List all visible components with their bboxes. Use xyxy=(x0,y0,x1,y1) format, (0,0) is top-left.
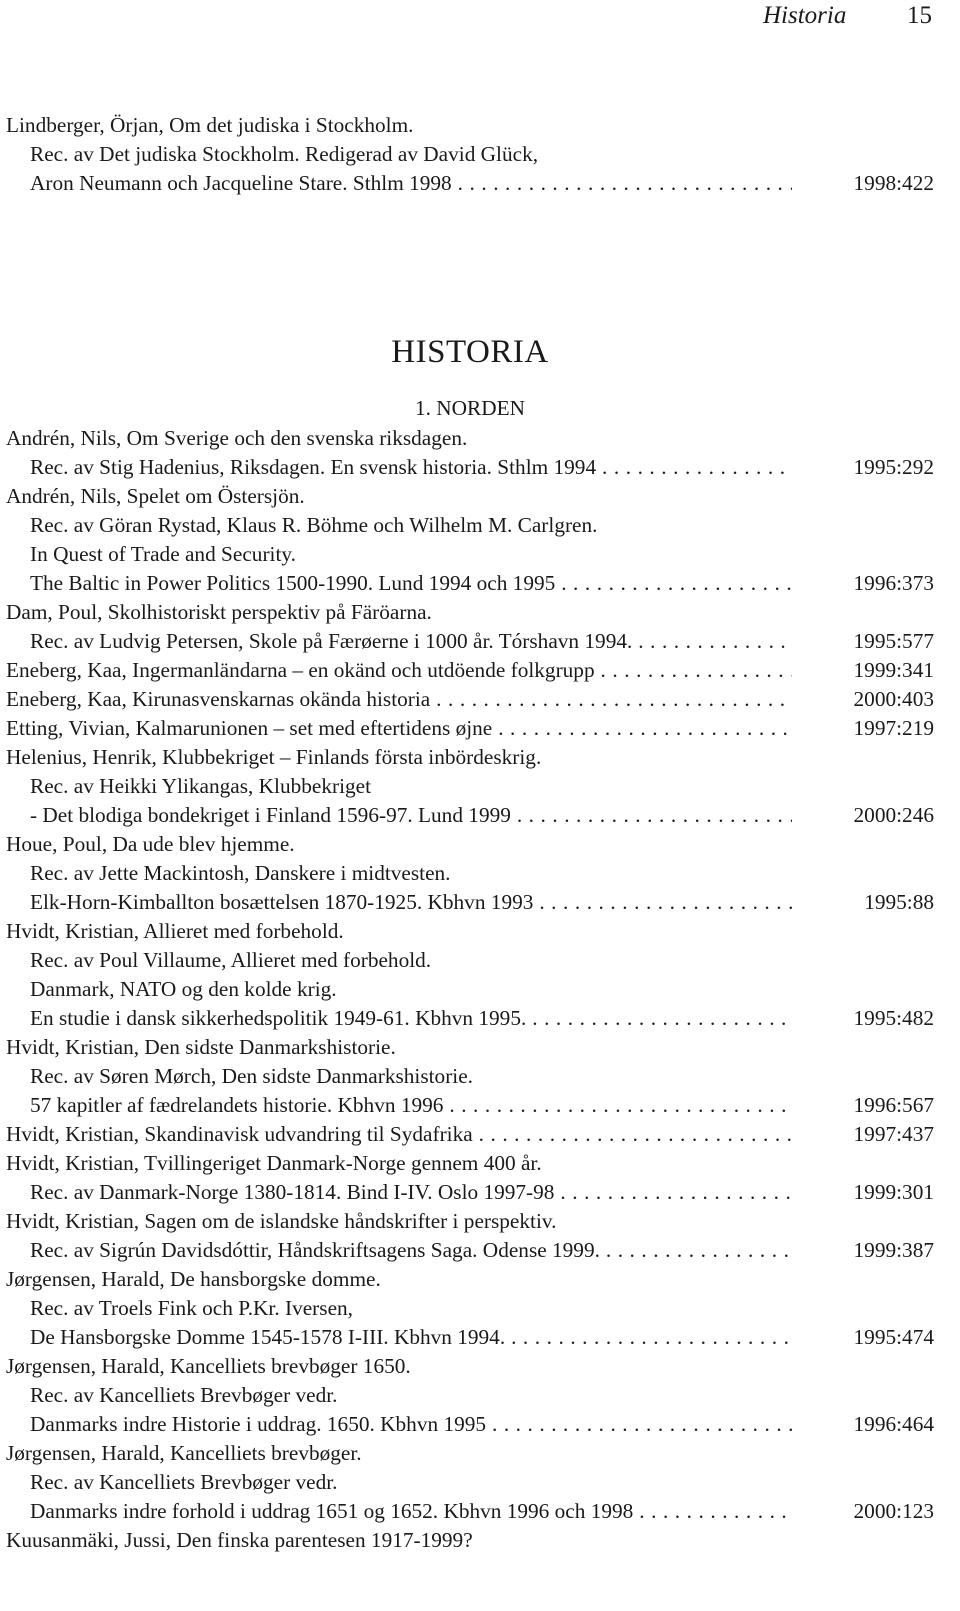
entry-review-line: Rec. av Göran Rystad, Klaus R. Böhme och Wilhelm M. Carlgren. xyxy=(30,513,598,537)
entry-review-line: Rec. av Jette Mackintosh, Danskere i midtvesten. xyxy=(30,861,451,885)
index-entry xyxy=(0,859,960,888)
index-entry xyxy=(0,1033,960,1062)
index-entry xyxy=(0,946,960,975)
entry-author-line: Andrén, Nils, Spelet om Östersjön. xyxy=(6,484,305,508)
entry-review-line: Danmarks indre forhold i uddrag 1651 og 1652. Kbhvn 1996 och 1998 . . . xyxy=(30,1497,792,1526)
entry-review-line: Rec. av Ludvig Petersen, Skole på Færøerne i 1000 år. Tórshavn 1994. . . . xyxy=(30,627,792,656)
index-entry xyxy=(0,1381,960,1410)
entry-review-line: Danmark, NATO og den kolde krig. xyxy=(30,977,337,1001)
entry-author-line: Andrén, Nils, Om Sverige och den svenska riksdagen. xyxy=(6,426,468,450)
subsection-title: 1. NORDEN xyxy=(414,396,526,420)
entry-review-line: Rec. av Det judiska Stockholm. Redigerad av David Glück, xyxy=(30,142,539,166)
index-entry xyxy=(0,917,960,946)
entry-review-line: In Quest of Trade and Security. xyxy=(30,542,296,566)
entry-reference: 1997:219 xyxy=(853,716,934,740)
index-entry xyxy=(0,1497,960,1526)
index-entry xyxy=(0,598,960,627)
index-entry xyxy=(0,1236,960,1265)
index-entry xyxy=(0,656,960,685)
entry-review-line: Rec. av Heikki Ylikangas, Klubbekriget xyxy=(30,774,372,798)
section-title: HISTORIA xyxy=(391,334,549,370)
entry-review-line: Rec. av Sigrún Davidsdóttir, Håndskriftsagens Saga. Odense 1999. . . . xyxy=(30,1236,792,1265)
entry-author-line: Lindberger, Örjan, Om det judiska i Stockholm. xyxy=(6,113,414,137)
entry-review-line: Aron Neumann och Jacqueline Stare. Sthlm 1998 . . . xyxy=(30,169,792,198)
entry-reference: 1996:567 xyxy=(853,1093,934,1117)
index-entry xyxy=(0,1062,960,1091)
entry-review-line: Danmarks indre Historie i uddrag. 1650. Kbhvn 1995 . . . xyxy=(30,1410,792,1439)
entry-reference: 2000:246 xyxy=(853,803,934,827)
index-entry xyxy=(0,111,960,140)
entry-review-line: The Baltic in Power Politics 1500-1990. Lund 1994 och 1995 . . . xyxy=(30,569,792,598)
entry-review-line: - Det blodiga bondekriget i Finland 1596-97. Lund 1999 . . . xyxy=(30,801,792,830)
entry-author-line: Hvidt, Kristian, Den sidste Danmarkshistorie. xyxy=(6,1035,396,1059)
index-entry xyxy=(0,1265,960,1294)
entry-author-line: Jørgensen, Harald, De hansborgske domme. xyxy=(6,1267,381,1291)
entry-review-line: Rec. av Troels Fink och P.Kr. Iversen, xyxy=(30,1296,353,1320)
index-entry xyxy=(0,1149,960,1178)
index-entry xyxy=(0,801,960,830)
entry-reference: 1996:373 xyxy=(853,571,934,595)
entry-reference: 1997:437 xyxy=(853,1122,934,1146)
page-number: 15 xyxy=(907,2,932,29)
entry-author-line: Eneberg, Kaa, Kirunasvenskarnas okända historia . . . xyxy=(6,685,792,714)
entry-reference: 2000:403 xyxy=(853,687,934,711)
entry-author-line: Helenius, Henrik, Klubbekriget – Finlands första inbördeskrig. xyxy=(6,745,542,769)
entry-review-line: Rec. av Kancelliets Brevbøger vedr. xyxy=(30,1383,338,1407)
entry-author-line: Etting, Vivian, Kalmarunionen – set med eftertidens øjne . . . xyxy=(6,714,792,743)
entry-author-line: Houe, Poul, Da ude blev hjemme. xyxy=(6,832,295,856)
entry-reference: 1998:422 xyxy=(853,171,934,195)
entry-author-line: Jørgensen, Harald, Kancelliets brevbøger 1650. xyxy=(6,1354,411,1378)
entry-review-line: De Hansborgske Domme 1545-1578 I-III. Kbhvn 1994. . . . xyxy=(30,1323,792,1352)
index-entry xyxy=(0,888,960,917)
index-entry xyxy=(0,1120,960,1149)
index-entry xyxy=(0,685,960,714)
entry-author-line: Hvidt, Kristian, Allieret med forbehold. xyxy=(6,919,344,943)
entry-review-line: Rec. av Kancelliets Brevbøger vedr. xyxy=(30,1470,338,1494)
entry-reference: 1995:474 xyxy=(853,1325,934,1349)
index-entry xyxy=(0,140,960,169)
index-entry xyxy=(0,1091,960,1120)
index-entry xyxy=(0,424,960,453)
index-entry xyxy=(0,714,960,743)
index-entry xyxy=(0,772,960,801)
entry-author-line: Hvidt, Kristian, Skandinavisk udvandring til Sydafrika . . . xyxy=(6,1120,792,1149)
entry-reference: 2000:123 xyxy=(853,1499,934,1523)
running-header xyxy=(0,0,960,40)
entry-review-line: Rec. av Danmark-Norge 1380-1814. Bind I-IV. Oslo 1997-98 . . . xyxy=(30,1178,792,1207)
index-entry xyxy=(0,169,960,198)
entry-author-line: Dam, Poul, Skolhistoriskt perspektiv på Färöarna. xyxy=(6,600,432,624)
index-entry xyxy=(0,482,960,511)
entry-author-line: Hvidt, Kristian, Tvillingeriget Danmark-Norge gennem 400 år. xyxy=(6,1151,542,1175)
entry-author-line: Jørgensen, Harald, Kancelliets brevbøger. xyxy=(6,1441,362,1465)
entry-review-line: Rec. av Søren Mørch, Den sidste Danmarkshistorie. xyxy=(30,1064,473,1088)
index-entry xyxy=(0,975,960,1004)
entry-author-line: Eneberg, Kaa, Ingermanländarna – en okänd och utdöende folkgrupp . . . xyxy=(6,656,792,685)
entry-review-line: Rec. av Poul Villaume, Allieret med forbehold. xyxy=(30,948,432,972)
index-entry xyxy=(0,1352,960,1381)
entry-author-line: Kuusanmäki, Jussi, Den finska parentesen 1917-1999? xyxy=(6,1528,473,1552)
running-header-title: Historia xyxy=(763,2,847,29)
entry-reference: 1995:88 xyxy=(864,890,934,914)
entry-reference: 1995:482 xyxy=(853,1006,934,1030)
entry-reference: 1999:301 xyxy=(853,1180,934,1204)
index-entry xyxy=(0,1178,960,1207)
index-entry xyxy=(0,627,960,656)
index-entry xyxy=(0,1526,960,1555)
index-entry xyxy=(0,1439,960,1468)
index-entry xyxy=(0,1323,960,1352)
entry-reference: 1995:292 xyxy=(853,455,934,479)
entry-reference: 1999:341 xyxy=(853,658,934,682)
index-entry xyxy=(0,830,960,859)
entry-review-line: En studie i dansk sikkerhedspolitik 1949-61. Kbhvn 1995. . . . xyxy=(30,1004,792,1033)
entry-review-line: Rec. av Stig Hadenius, Riksdagen. En svensk historia. Sthlm 1994 . . . xyxy=(30,453,792,482)
index-entry xyxy=(0,511,960,540)
index-entry xyxy=(0,569,960,598)
entry-author-line: Hvidt, Kristian, Sagen om de islandske håndskrifter i perspektiv. xyxy=(6,1209,557,1233)
index-entry xyxy=(0,453,960,482)
entry-reference: 1996:464 xyxy=(853,1412,934,1436)
index-entry xyxy=(0,1004,960,1033)
entry-review-line: Elk-Horn-Kimballton bosættelsen 1870-1925. Kbhvn 1993 . . . xyxy=(30,888,792,917)
index-entry xyxy=(0,1468,960,1497)
index-entry xyxy=(0,540,960,569)
index-entry xyxy=(0,1207,960,1236)
index-entry xyxy=(0,1410,960,1439)
entry-review-line: 57 kapitler af fædrelandets historie. Kbhvn 1996 . . . xyxy=(30,1091,792,1120)
index-entry xyxy=(0,743,960,772)
entry-reference: 1999:387 xyxy=(853,1238,934,1262)
entry-reference: 1995:577 xyxy=(853,629,934,653)
index-entry xyxy=(0,1294,960,1323)
